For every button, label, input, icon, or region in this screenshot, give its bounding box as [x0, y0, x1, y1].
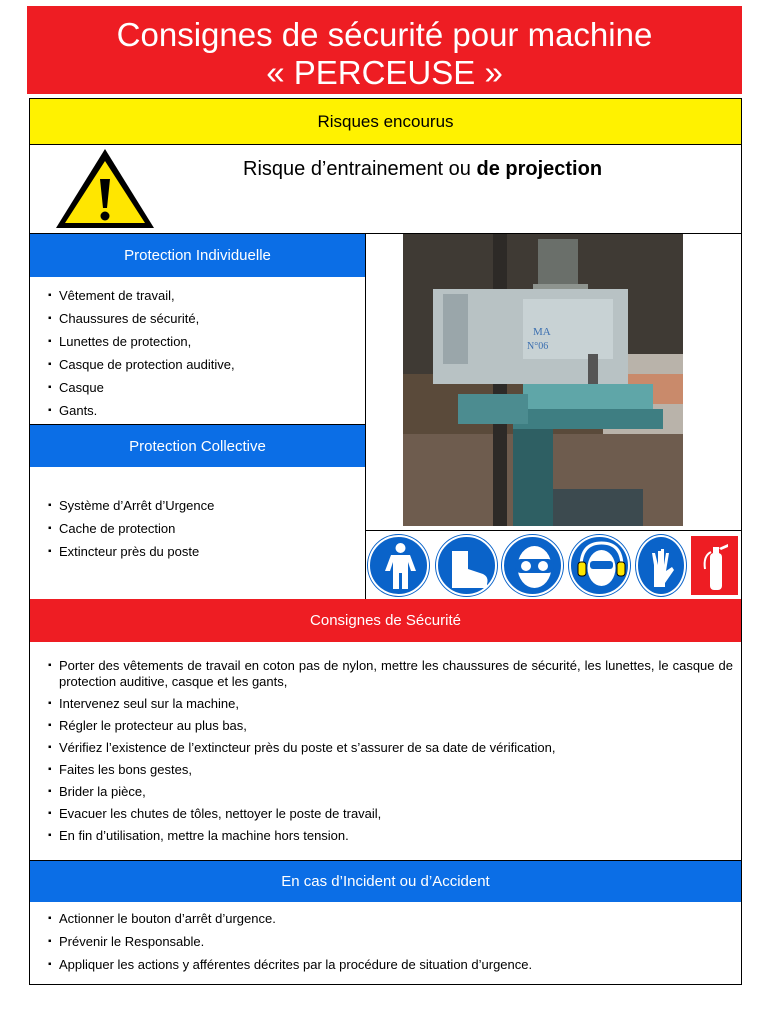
list-item: ▪ Appliquer les actions y afférentes décrites par la procédure de situation d’urgence. [48, 953, 733, 976]
list-item: ▪ Gants. [48, 399, 358, 422]
machine-plate-text-1: MA [533, 326, 551, 338]
list-item: ▪ Intervenez seul sur la machine, [48, 696, 733, 712]
list-item: ▪ Actionner le bouton d’arrêt d’urgence. [48, 907, 733, 930]
list-item: ▪ Casque [48, 376, 358, 399]
goggles-icon [502, 535, 563, 596]
machine-plate-text-2: N°06 [527, 341, 549, 352]
safety-boots-icon [436, 535, 497, 596]
incident-heading-label: En cas d’Incident ou d’Accident [281, 873, 490, 890]
list-item: ▪ Evacuer les chutes de tôles, nettoyer le poste de travail, [48, 806, 733, 822]
list-item: ▪ Faites les bons gestes, [48, 762, 733, 778]
list-item: ▪ Lunettes de protection, [48, 330, 358, 353]
incident-heading [30, 860, 741, 902]
safety-instructions-label: Consignes de Sécurité [310, 612, 461, 629]
risks-heading-label: Risques encourus [317, 111, 454, 131]
list-item: ▪ Casque de protection auditive, [48, 353, 358, 376]
list-item: ▪ Vêtement de travail, [48, 284, 358, 307]
divider [366, 530, 741, 531]
risks-heading [30, 99, 741, 145]
risk-text [243, 158, 723, 181]
ear-protection-icon [569, 535, 630, 596]
fire-extinguisher-icon [690, 535, 739, 596]
collective-protection-label: Protection Collective [129, 437, 266, 455]
individual-protection-heading [30, 234, 365, 277]
column-divider [365, 234, 366, 599]
warning-triangle-icon [50, 146, 160, 231]
collective-protection-heading [30, 424, 365, 467]
list-item: ▪ Cache de protection [48, 517, 358, 540]
title-line-2: « PERCEUSE » [266, 54, 503, 91]
safety-instructions-list [48, 658, 733, 844]
drill-press-photo [403, 234, 683, 526]
collective-protection-list [48, 494, 358, 563]
individual-protection-label: Protection Individuelle [124, 247, 271, 264]
list-item: ▪ Prévenir le Responsable. [48, 930, 733, 953]
list-item: ▪ Extincteur près du poste [48, 540, 358, 563]
safety-instructions-heading [30, 599, 741, 642]
individual-protection-list [48, 284, 358, 422]
title-banner [27, 6, 742, 94]
list-item: ▪ Porter des vêtements de travail en coton pas de nylon, mettre les chaussures de sécurité, les lunettes, le casque de protection auditive, casque et les gants, [48, 658, 733, 690]
coverall-icon [368, 535, 429, 596]
risk-text-normal: Risque d’entrainement ou [243, 158, 477, 180]
list-item: ▪ Chaussures de sécurité, [48, 307, 358, 330]
list-item: ▪ Régler le protecteur au plus bas, [48, 718, 733, 734]
title-line-1: Consignes de sécurité pour machine [116, 16, 653, 53]
list-item: ▪ En fin d’utilisation, mettre la machine hors tension. [48, 828, 733, 844]
list-item: ▪ Système d’Arrêt d’Urgence [48, 494, 358, 517]
list-item: ▪ Vérifiez l’existence de l’extincteur près du poste et s’assurer de sa date de vérification, [48, 740, 733, 756]
list-item: ▪ Brider la pièce, [48, 784, 733, 800]
risk-text-bold: de projection [476, 158, 603, 180]
gloves-icon [636, 535, 686, 596]
incident-list [48, 907, 733, 976]
